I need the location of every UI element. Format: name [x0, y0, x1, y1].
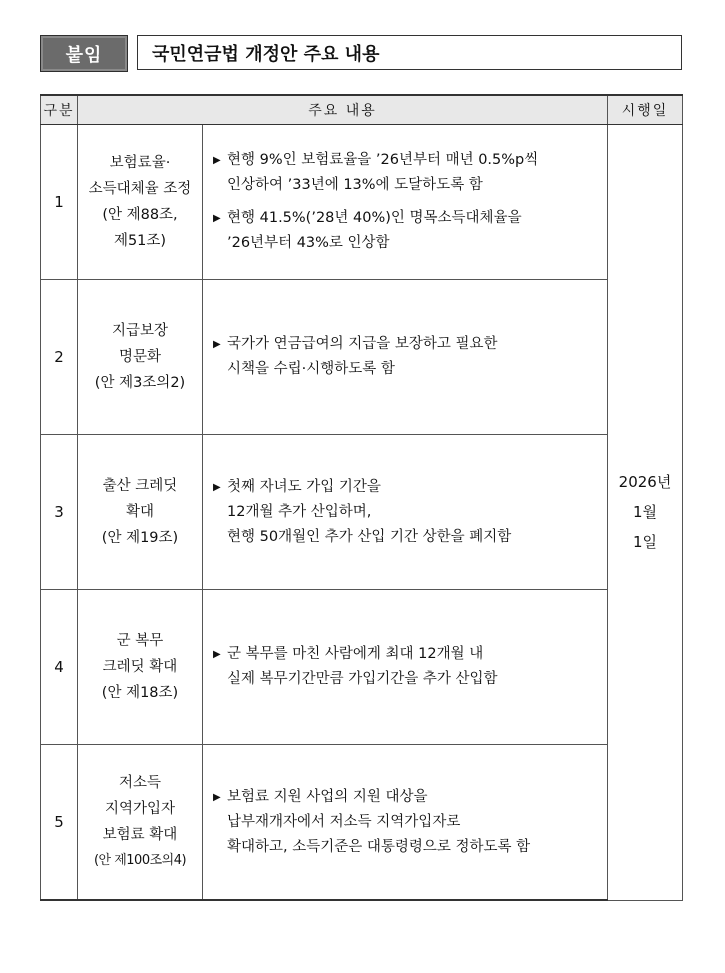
header-content: 주요 내용	[78, 95, 608, 125]
bullet-text: 현행 41.5%(’28년 40%)인 명목소득대체율을 ’26년부터 43%로 인상함	[227, 210, 522, 251]
row-label-line: 제51조)	[113, 233, 167, 249]
content-bullet	[213, 785, 601, 860]
row-number: 5	[41, 745, 78, 901]
row-label-line: 확대	[125, 504, 154, 520]
row-content	[203, 280, 608, 435]
row-content	[203, 435, 608, 590]
content-bullet	[213, 475, 601, 550]
row-label-line: (안 제100조의4)	[93, 853, 187, 868]
row-label-line: 보험료 확대	[102, 827, 178, 843]
row-label-line: 크레딧 확대	[102, 659, 178, 675]
row-label-line: (안 제19조)	[101, 530, 179, 546]
row-content	[203, 590, 608, 745]
table-header-row	[41, 95, 683, 125]
row-label-line: 출산 크레딧	[102, 478, 178, 494]
bullet-text: 첫째 자녀도 가입 기간을 12개월 추가 산입하며, 현행 50개월인 추가 산입 기간 상한을 폐지함	[227, 478, 512, 545]
triangle-bullet-icon: ▶	[213, 213, 221, 224]
row-number: 1	[41, 125, 78, 280]
row-label-line: 군 복무	[116, 633, 164, 649]
row-label-line: (안 제3조의2)	[94, 375, 186, 391]
triangle-bullet-icon: ▶	[213, 791, 221, 803]
row-number: 3	[41, 435, 78, 590]
content-bullet	[213, 206, 601, 256]
row-label-line: 지급보장	[111, 323, 169, 339]
bullet-text: 보험료 지원 사업의 지원 대상을 납부재개자에서 저소득 지역가입자로 확대하고, 소득기준은 대통령령으로 정하도록 함	[227, 788, 531, 855]
bullet-text: 현행 9%인 보험료율을 ’26년부터 매년 0.5%p씩 인상하여 ’33년에 13%에 도달하도록 함	[227, 152, 539, 193]
attachment-tag: 붙임	[40, 35, 128, 72]
content-bullet	[213, 642, 601, 692]
row-label-line: 지역가입자	[104, 801, 176, 817]
table-row	[41, 590, 683, 745]
table-row	[41, 745, 683, 901]
page-header	[40, 35, 682, 72]
row-label-line: 소득대체율 조정	[88, 181, 192, 197]
effective-date-month: 1월	[632, 503, 658, 522]
row-label	[78, 745, 203, 901]
table-row	[41, 280, 683, 435]
effective-date-year: 2026년	[618, 473, 672, 492]
row-label-line: 명문화	[118, 349, 162, 365]
bullet-text: 국가가 연금급여의 지급을 보장하고 필요한 시책을 수립·시행하도록 함	[227, 336, 498, 377]
effective-date	[608, 125, 683, 901]
row-label	[78, 590, 203, 745]
row-label	[78, 125, 203, 280]
header-gubun: 구분	[41, 95, 78, 125]
header-date: 시행일	[608, 95, 683, 125]
row-label	[78, 435, 203, 590]
triangle-bullet-icon: ▶	[213, 481, 221, 493]
row-label-line: (안 제18조)	[101, 685, 179, 701]
amendment-table	[40, 94, 683, 901]
content-bullet	[213, 332, 601, 382]
effective-date-day: 1일	[632, 533, 658, 552]
row-label-line: 저소득	[118, 775, 162, 791]
triangle-bullet-icon: ▶	[213, 339, 221, 350]
row-label-line: (안 제88조,	[102, 207, 178, 223]
row-content	[203, 125, 608, 280]
row-number: 2	[41, 280, 78, 435]
bullet-text: 군 복무를 마친 사람에게 최대 12개월 내 실제 복무기간만큼 가입기간을 추가 산입함	[227, 646, 498, 687]
table-row	[41, 435, 683, 590]
page-title: 국민연금법 개정안 주요 내용	[137, 35, 682, 70]
content-bullet	[213, 148, 601, 198]
triangle-bullet-icon: ▶	[213, 155, 221, 166]
row-label-line: 보험료율·	[109, 155, 171, 171]
row-number: 4	[41, 590, 78, 745]
triangle-bullet-icon: ▶	[213, 649, 221, 660]
row-label	[78, 280, 203, 435]
table-row	[41, 125, 683, 280]
row-content	[203, 745, 608, 901]
